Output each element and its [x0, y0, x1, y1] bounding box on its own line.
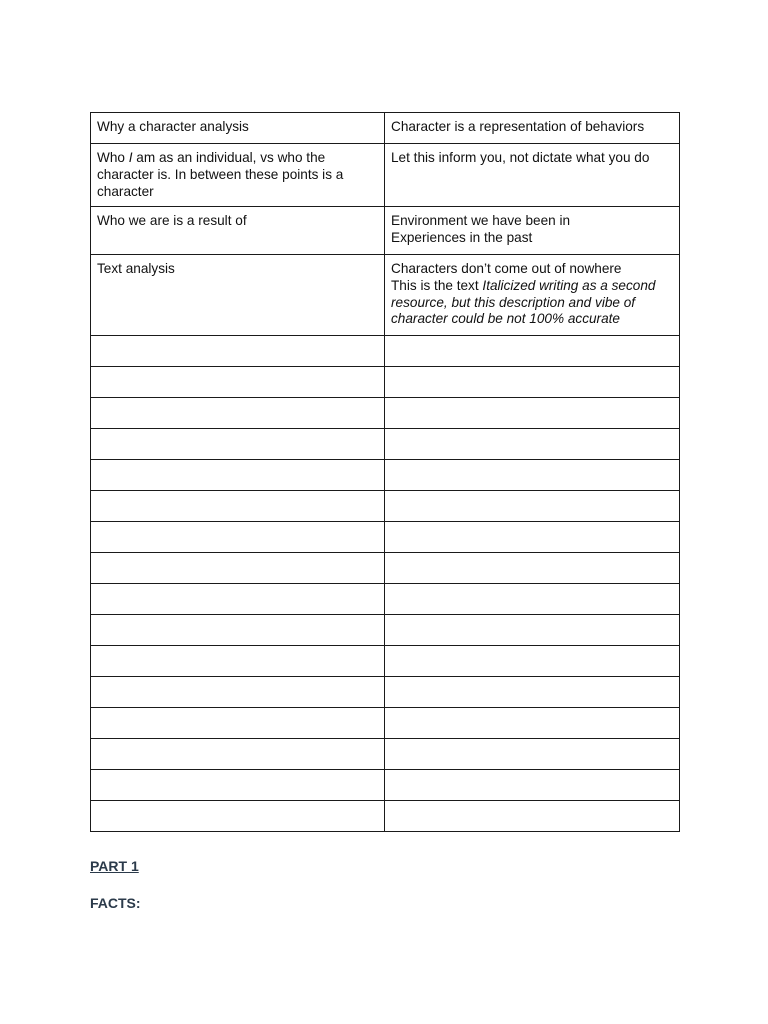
empty-cell	[385, 491, 680, 522]
empty-cell	[91, 336, 385, 367]
empty-cell	[91, 708, 385, 739]
cell-text: Who we are is a result of	[97, 213, 247, 228]
empty-cell	[385, 336, 680, 367]
empty-cell	[91, 646, 385, 677]
empty-table-row	[91, 739, 680, 770]
table-cell-left	[91, 113, 385, 144]
table-body	[91, 113, 680, 832]
empty-cell	[91, 367, 385, 398]
table-cell-right	[385, 113, 680, 144]
empty-cell	[91, 770, 385, 801]
empty-cell	[91, 491, 385, 522]
empty-cell	[385, 367, 680, 398]
empty-table-row	[91, 398, 680, 429]
table-cell-right	[385, 207, 680, 255]
cell-italic-text: Italicized writing as a second resource, but this description and vibe of character could be not 100% accurate	[391, 277, 656, 327]
character-analysis-table	[90, 112, 680, 832]
table-row	[91, 144, 680, 207]
facts-heading: FACTS:	[90, 895, 141, 911]
cell-text: Why a character analysis	[97, 119, 249, 134]
empty-cell	[91, 615, 385, 646]
empty-cell	[91, 553, 385, 584]
empty-table-row	[91, 336, 680, 367]
empty-cell	[91, 584, 385, 615]
cell-text: Who	[97, 150, 129, 165]
empty-cell	[91, 429, 385, 460]
table-cell-left	[91, 207, 385, 255]
empty-cell	[385, 553, 680, 584]
cell-text-line: Experiences in the past	[391, 229, 533, 245]
empty-cell	[385, 770, 680, 801]
cell-text: am as an individual, vs who the character is. In between these points is a character	[97, 150, 344, 199]
empty-cell	[385, 801, 680, 832]
empty-cell	[385, 522, 680, 553]
cell-text-line: Environment we have been in	[391, 213, 571, 228]
empty-table-row	[91, 522, 680, 553]
empty-cell	[385, 460, 680, 491]
empty-cell	[385, 646, 680, 677]
empty-cell	[91, 398, 385, 429]
empty-cell	[91, 677, 385, 708]
empty-table-row	[91, 801, 680, 832]
empty-table-row	[91, 708, 680, 739]
empty-cell	[385, 398, 680, 429]
empty-table-row	[91, 584, 680, 615]
cell-text: Let this inform you, not dictate what you do	[391, 150, 650, 165]
empty-table-row	[91, 367, 680, 398]
cell-text: Text analysis	[97, 261, 175, 276]
table-cell-left	[91, 255, 385, 336]
empty-table-row	[91, 770, 680, 801]
empty-cell	[91, 460, 385, 491]
table-cell-right	[385, 144, 680, 207]
empty-cell	[385, 429, 680, 460]
empty-cell	[91, 739, 385, 770]
empty-cell	[385, 677, 680, 708]
empty-cell	[385, 739, 680, 770]
empty-table-row	[91, 615, 680, 646]
table-row	[91, 113, 680, 144]
cell-text-line: Characters don’t come out of nowhere	[391, 261, 622, 276]
empty-table-row	[91, 491, 680, 522]
table-row	[91, 207, 680, 255]
empty-cell	[91, 522, 385, 553]
table-cell-left	[91, 144, 385, 207]
table-row	[91, 255, 680, 336]
cell-text: This is the text	[391, 277, 483, 293]
empty-table-row	[91, 646, 680, 677]
empty-table-row	[91, 553, 680, 584]
cell-italic-text: I	[128, 150, 133, 165]
table-cell-right	[385, 255, 680, 336]
cell-text: Character is a representation of behaviors	[391, 119, 645, 134]
empty-table-row	[91, 677, 680, 708]
empty-cell	[385, 615, 680, 646]
empty-table-row	[91, 460, 680, 491]
empty-cell	[91, 801, 385, 832]
part-heading: PART 1	[90, 858, 139, 874]
empty-table-row	[91, 429, 680, 460]
empty-cell	[385, 584, 680, 615]
empty-cell	[385, 708, 680, 739]
